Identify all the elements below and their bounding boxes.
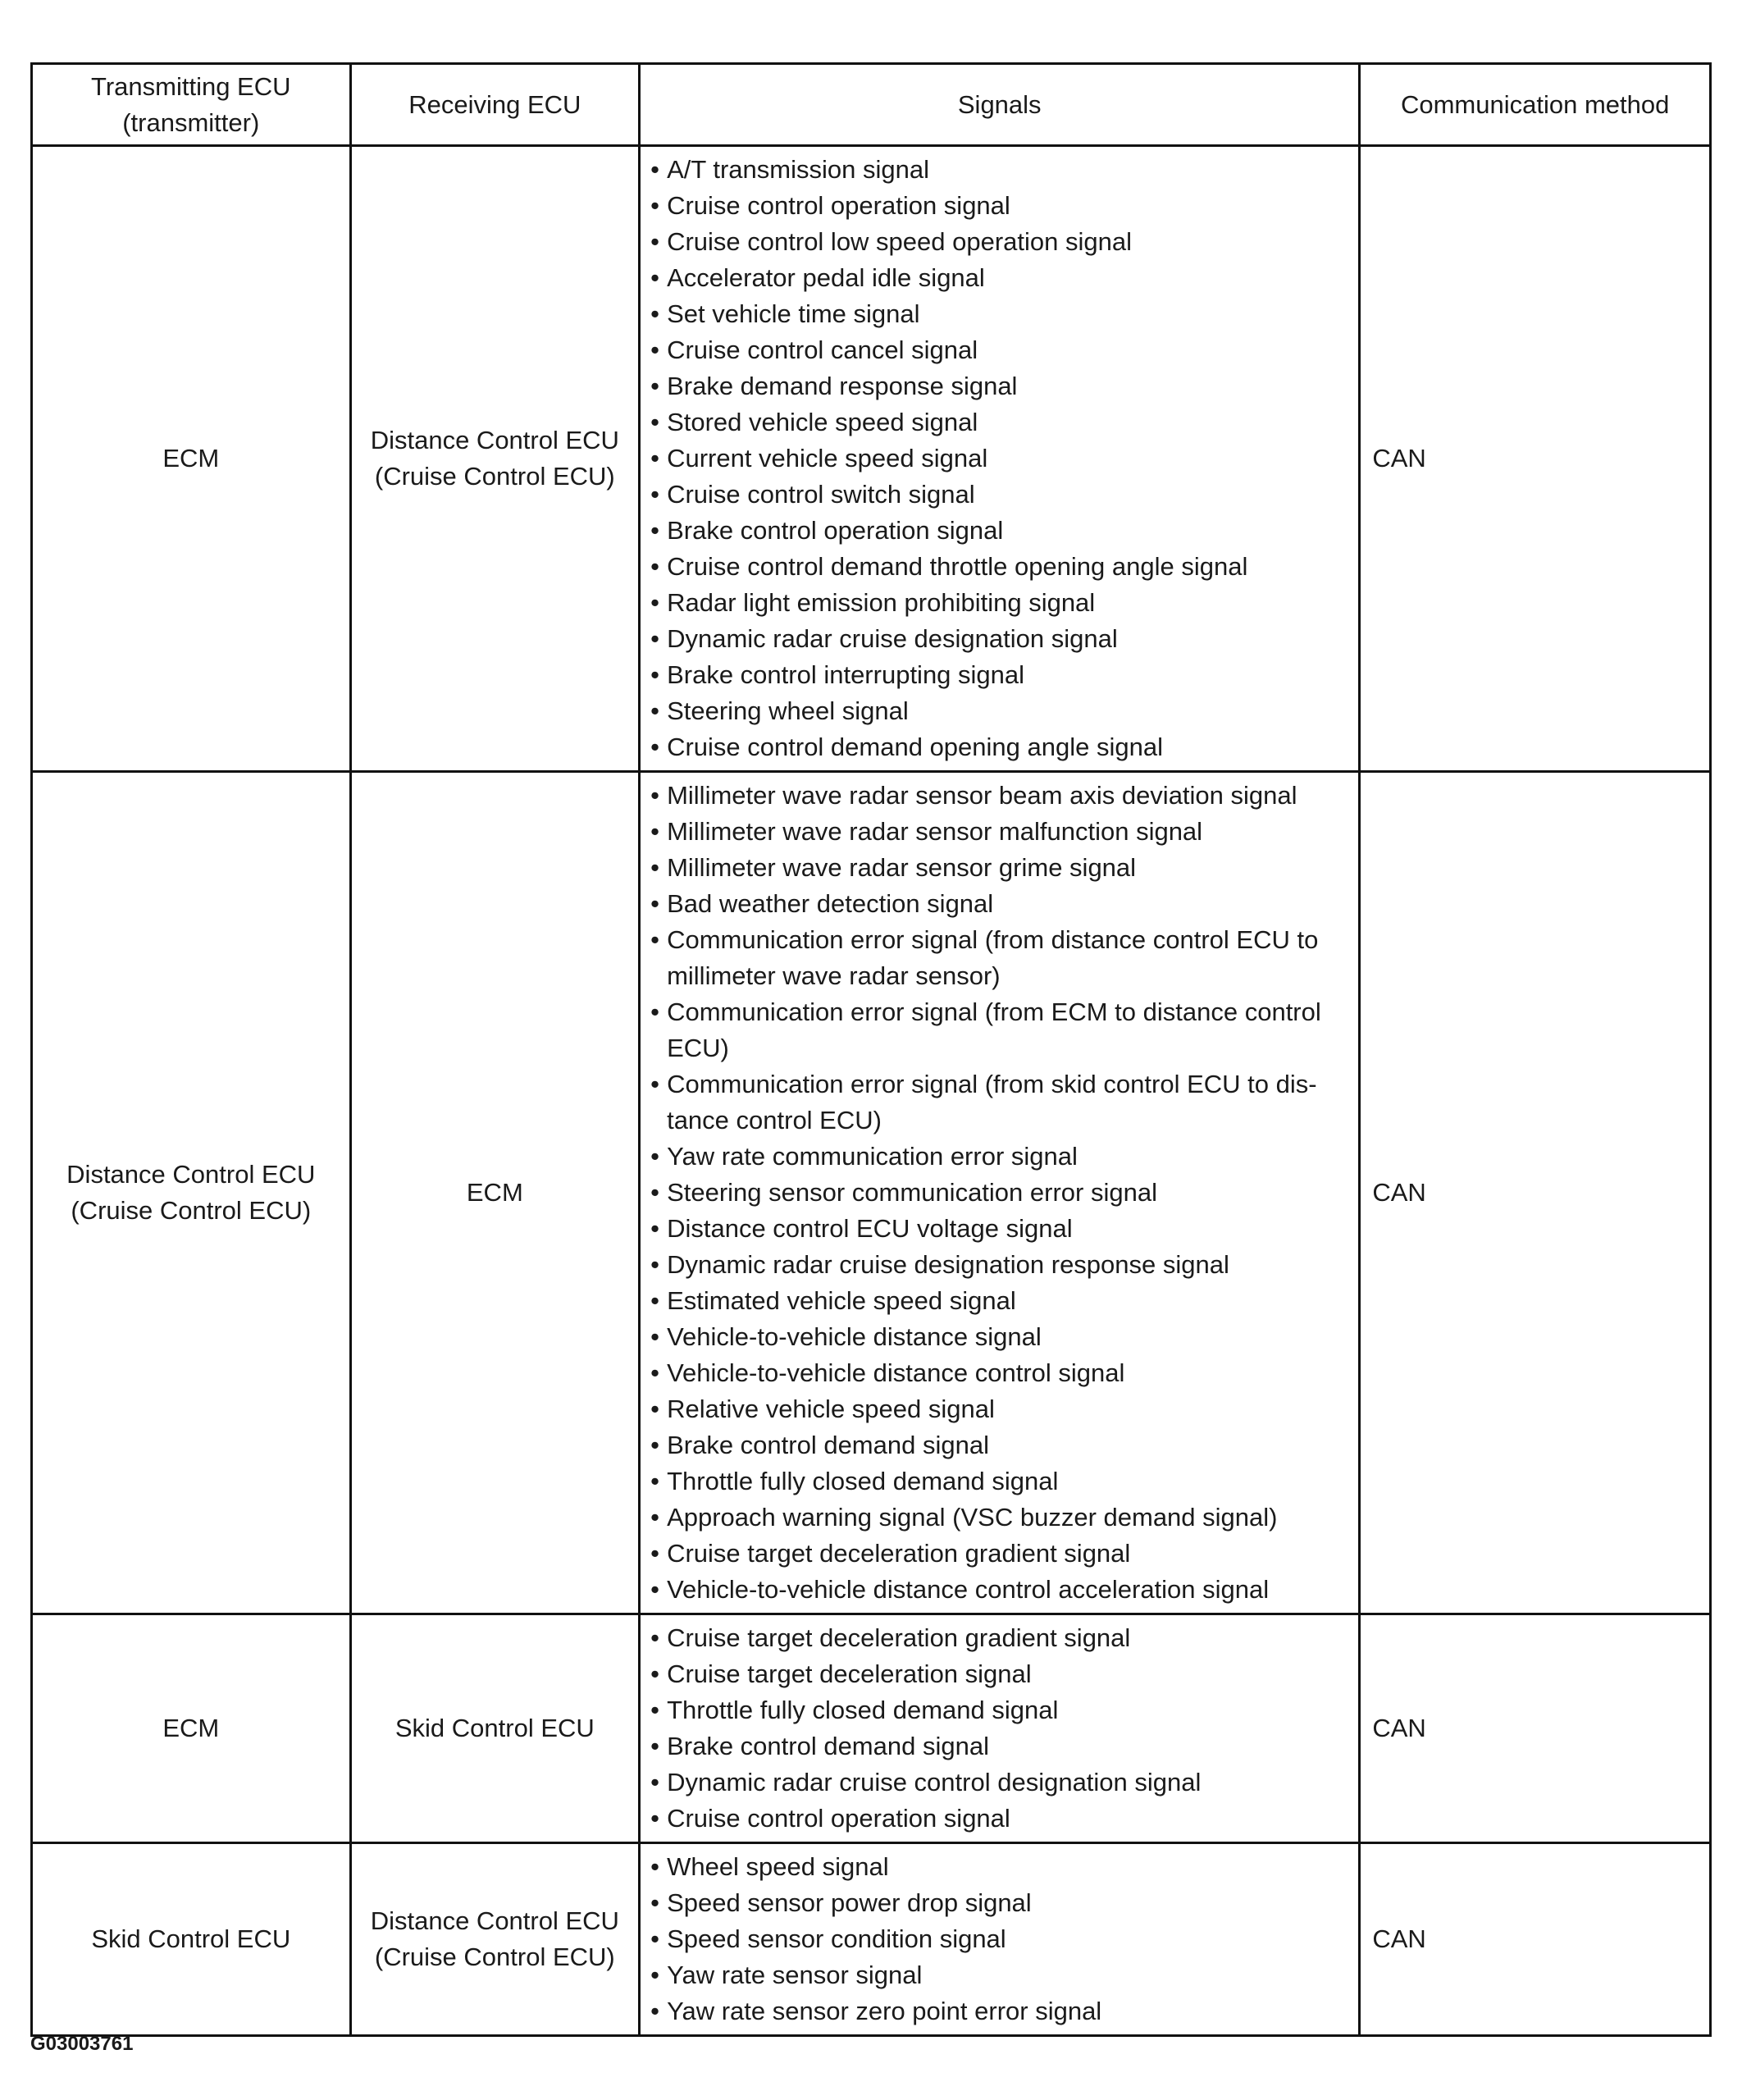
communication-method-cell — [1360, 1843, 1711, 2036]
table-header — [32, 64, 1711, 146]
signals-cell — [640, 1614, 1360, 1843]
signal-list — [650, 1620, 1350, 1837]
receiving-ecu-cell-text: Distance Control ECU (Cruise Control ECU) — [370, 426, 619, 491]
signal-text: • Yaw rate sensor signal — [667, 1961, 923, 1989]
signal-item — [650, 368, 1350, 404]
signal-text: • Speed sensor power drop signal — [667, 1888, 1032, 1917]
signal-list — [650, 778, 1350, 1608]
signal-text: • Dynamic radar cruise designation response signal — [667, 1250, 1229, 1279]
signal-text: • Cruise control operation signal — [667, 1804, 1010, 1833]
signal-item — [650, 1764, 1350, 1801]
signal-text: • Cruise control switch signal — [667, 480, 975, 509]
signal-text: • Steering sensor communication error signal — [667, 1178, 1157, 1207]
signal-text: • Distance control ECU voltage signal — [667, 1214, 1073, 1243]
signals-cell — [640, 146, 1360, 772]
signal-item — [650, 1572, 1350, 1608]
signal-item — [650, 1463, 1350, 1500]
receiving-ecu-cell-text: Distance Control ECU (Cruise Control ECU) — [370, 1906, 619, 1971]
signal-item — [650, 188, 1350, 224]
signal-item — [650, 404, 1350, 441]
signal-text: • Approach warning signal (VSC buzzer demand signal) — [667, 1503, 1278, 1532]
signal-text: • Vehicle-to-vehicle distance control signal — [667, 1358, 1125, 1387]
ecu-signal-table — [30, 62, 1712, 2037]
signal-text: • Cruise target deceleration signal — [667, 1659, 1032, 1688]
signal-text: • Relative vehicle speed signal — [667, 1395, 995, 1423]
signal-item — [650, 693, 1350, 729]
signal-item — [650, 1849, 1350, 1885]
signal-item — [650, 922, 1350, 994]
transmitting-ecu-cell-text: Distance Control ECU (Cruise Control ECU) — [66, 1160, 316, 1225]
signal-text: • Yaw rate communication error signal — [667, 1142, 1078, 1171]
signal-item — [650, 1692, 1350, 1728]
header-transmitting-ecu: Transmitting ECU (transmitter) — [32, 64, 351, 146]
signal-text: • Communication error signal (from distance control ECU to millimeter wave radar sensor) — [667, 925, 1319, 990]
header-communication-method: Communication method — [1360, 64, 1711, 146]
signal-text: • Millimeter wave radar sensor malfunction signal — [667, 817, 1203, 846]
signal-item — [650, 621, 1350, 657]
signal-item — [650, 850, 1350, 886]
signal-text: • Brake demand response signal — [667, 372, 1018, 400]
signal-text: • Brake control demand signal — [667, 1431, 989, 1459]
receiving-ecu-cell-text: Skid Control ECU — [394, 1714, 595, 1742]
signal-text: • Millimeter wave radar sensor grime signal — [667, 853, 1137, 882]
signal-text: • Throttle fully closed demand signal — [667, 1696, 1059, 1724]
signal-text: • Dynamic radar cruise control designation signal — [667, 1768, 1202, 1796]
signal-item — [650, 1211, 1350, 1247]
signal-text: • Dynamic radar cruise designation signal — [667, 624, 1118, 653]
signal-text: • Accelerator pedal idle signal — [667, 263, 985, 292]
signal-text: • Vehicle-to-vehicle distance signal — [667, 1322, 1042, 1351]
signals-cell — [640, 772, 1360, 1614]
signal-item — [650, 1247, 1350, 1283]
receiving-ecu-cell — [350, 1614, 640, 1843]
signal-text: • Cruise control demand throttle opening angle signal — [667, 552, 1248, 581]
signal-text: • Communication error signal (from skid control ECU to dis- tance control ECU) — [667, 1070, 1317, 1134]
signal-item — [650, 1957, 1350, 1993]
signal-text: • Steering wheel signal — [667, 696, 909, 725]
signal-item — [650, 1993, 1350, 2029]
signal-text: • Cruise control demand opening angle signal — [667, 733, 1163, 761]
signal-text: • Brake control operation signal — [667, 516, 1004, 545]
signal-item — [650, 1885, 1350, 1921]
table-row — [32, 1614, 1711, 1843]
table-row — [32, 1843, 1711, 2036]
signal-item — [650, 1355, 1350, 1391]
signal-text: • Vehicle-to-vehicle distance control acceleration signal — [667, 1575, 1270, 1604]
communication-method-cell-text: CAN — [1372, 1924, 1426, 1953]
receiving-ecu-cell — [350, 772, 640, 1614]
signal-item — [650, 1921, 1350, 1957]
signal-item — [650, 994, 1350, 1066]
signal-text: • Cruise target deceleration gradient signal — [667, 1623, 1131, 1652]
transmitting-ecu-cell — [32, 1614, 351, 1843]
header-signals: Signals — [640, 64, 1360, 146]
signal-text: • Wheel speed signal — [667, 1852, 889, 1881]
signal-item — [650, 1536, 1350, 1572]
signal-text: • Stored vehicle speed signal — [667, 408, 978, 436]
transmitting-ecu-cell-text: ECM — [162, 1714, 220, 1742]
signal-list — [650, 152, 1350, 765]
signal-text: • Millimeter wave radar sensor beam axis deviation signal — [667, 781, 1297, 810]
signal-text: • Estimated vehicle speed signal — [667, 1286, 1016, 1315]
signal-item — [650, 657, 1350, 693]
signal-item — [650, 778, 1350, 814]
signal-text: • Speed sensor condition signal — [667, 1924, 1006, 1953]
signal-item — [650, 1500, 1350, 1536]
signal-text: • Throttle fully closed demand signal — [667, 1467, 1059, 1495]
signal-item — [650, 1656, 1350, 1692]
transmitting-ecu-cell — [32, 1843, 351, 2036]
communication-method-cell — [1360, 1614, 1711, 1843]
signal-item — [650, 886, 1350, 922]
signal-item — [650, 1801, 1350, 1837]
signal-text: • Set vehicle time signal — [667, 299, 920, 328]
communication-method-cell-text: CAN — [1372, 1714, 1426, 1742]
signal-list — [650, 1849, 1350, 2029]
header-row — [32, 64, 1711, 146]
transmitting-ecu-cell-text: Skid Control ECU — [91, 1924, 291, 1953]
communication-method-cell — [1360, 146, 1711, 772]
signal-text: • Cruise control cancel signal — [667, 336, 978, 364]
signal-text: • Cruise control operation signal — [667, 191, 1010, 220]
signal-item — [650, 1175, 1350, 1211]
receiving-ecu-cell — [350, 146, 640, 772]
transmitting-ecu-cell — [32, 772, 351, 1614]
header-receiving-ecu: Receiving ECU — [350, 64, 640, 146]
transmitting-ecu-cell-text: ECM — [162, 444, 220, 472]
signal-item — [650, 1620, 1350, 1656]
receiving-ecu-cell — [350, 1843, 640, 2036]
table-row — [32, 772, 1711, 1614]
table-row — [32, 146, 1711, 772]
signal-item — [650, 152, 1350, 188]
figure-id: G03003761 — [30, 2033, 134, 2055]
table-body — [32, 146, 1711, 2036]
signal-item — [650, 814, 1350, 850]
signals-cell — [640, 1843, 1360, 2036]
transmitting-ecu-cell — [32, 146, 351, 772]
receiving-ecu-cell-text: ECM — [466, 1178, 523, 1207]
signal-item — [650, 260, 1350, 296]
communication-method-cell — [1360, 772, 1711, 1614]
signal-item — [650, 585, 1350, 621]
signal-item — [650, 1427, 1350, 1463]
signal-item — [650, 1391, 1350, 1427]
signal-item — [650, 296, 1350, 332]
signal-text: • Brake control interrupting signal — [667, 660, 1025, 689]
signal-item — [650, 1319, 1350, 1355]
signal-item — [650, 1728, 1350, 1764]
signal-text: • Cruise target deceleration gradient signal — [667, 1539, 1131, 1568]
communication-method-cell-text: CAN — [1372, 444, 1426, 472]
signal-text: • Radar light emission prohibiting signal — [667, 588, 1096, 617]
signal-item — [650, 224, 1350, 260]
signal-text: • Brake control demand signal — [667, 1732, 989, 1760]
signal-item — [650, 477, 1350, 513]
signal-text: • Current vehicle speed signal — [667, 444, 988, 472]
signal-item — [650, 1066, 1350, 1139]
signal-item — [650, 1283, 1350, 1319]
signal-text: • A/T transmission signal — [667, 155, 929, 184]
signal-item — [650, 441, 1350, 477]
signal-text: • Communication error signal (from ECM to distance control ECU) — [667, 998, 1321, 1062]
signal-text: • Cruise control low speed operation signal — [667, 227, 1133, 256]
signal-item — [650, 729, 1350, 765]
signal-item — [650, 549, 1350, 585]
communication-method-cell-text: CAN — [1372, 1178, 1426, 1207]
signal-item — [650, 1139, 1350, 1175]
signal-item — [650, 513, 1350, 549]
signal-text: • Yaw rate sensor zero point error signal — [667, 1997, 1102, 2025]
signal-text: • Bad weather detection signal — [667, 889, 994, 918]
signal-item — [650, 332, 1350, 368]
